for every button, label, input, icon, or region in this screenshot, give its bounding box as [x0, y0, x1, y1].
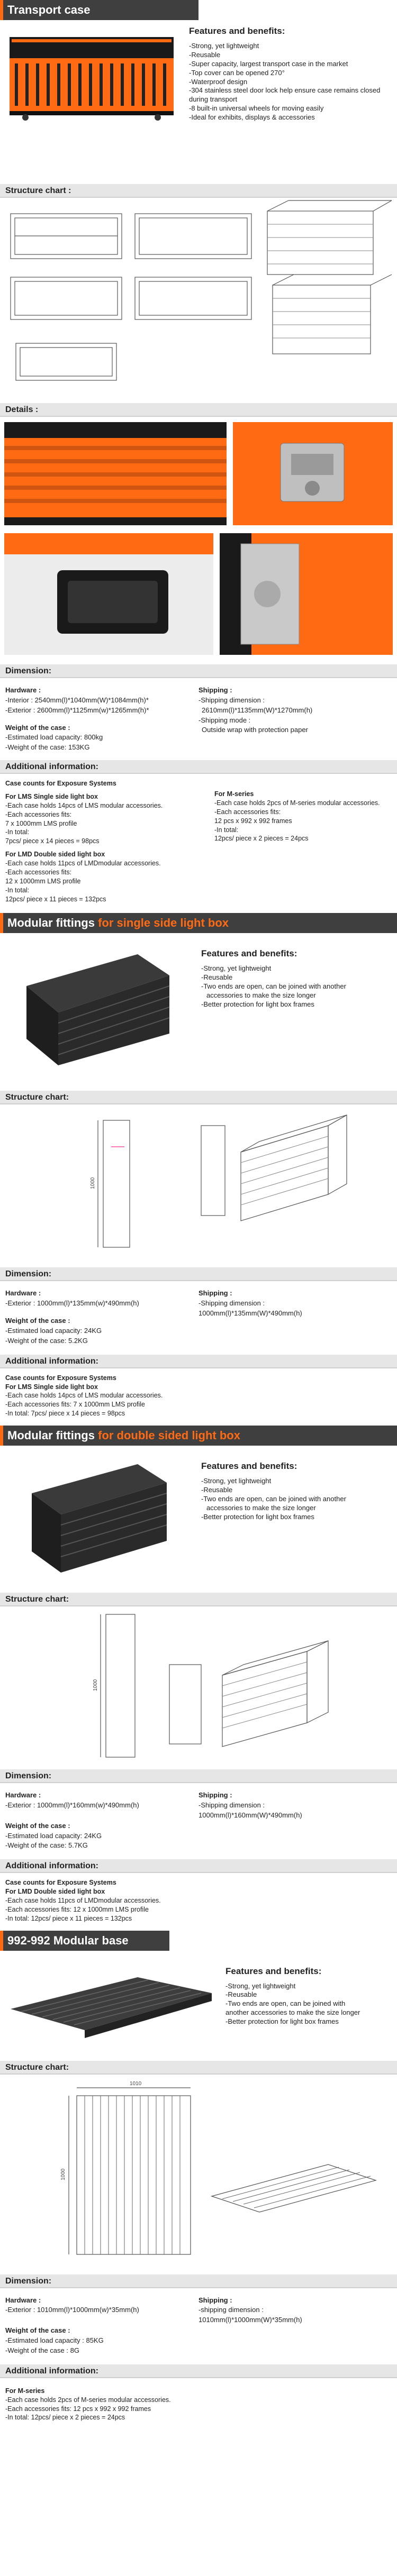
additional-info-bar: Additional information: [0, 1355, 397, 1368]
lmd-line: -Each accessories fits: [5, 868, 72, 876]
feature-item: -Waterproof design [189, 77, 248, 86]
handle-illustration [4, 533, 213, 655]
m-line: 12 pcs x 992 x 992 frames [214, 817, 292, 825]
shipping-dim-value: 1000mm(l)*135mm(W)*490mm(h) [198, 1309, 302, 1318]
feature-item: -Strong, yet lightweight [189, 41, 259, 50]
modular-base-illustration [5, 1961, 217, 2046]
exterior-dim: -Exterior : 2600mm(l)*1125mm(w)*1265mm(h)* [5, 706, 149, 714]
feature-item: another accessories to make the size longer [225, 2008, 360, 2017]
feature-item: accessories to make the size longer [206, 991, 316, 1000]
shipping-mode-label: -Shipping mode : [198, 716, 251, 724]
single-side-drawings [0, 1104, 397, 1263]
single-side-illustration [16, 944, 180, 1071]
section-title-part-b: for single side light box [94, 916, 229, 930]
double-sided-photo [0, 1446, 196, 1588]
exterior-dim: -Exterior : 1000mm(l)*135mm(w)*490mm(h) [5, 1299, 139, 1308]
additional-left [5, 779, 214, 903]
weight-title: Weight of the case : [5, 1821, 70, 1830]
lms-line: -In total: 7pcs/ piece x 14 pieces = 98pcs [5, 1410, 125, 1418]
case-weight: -Weight of the case : 8G [5, 2346, 79, 2354]
feature-item: -Better protection for light box frames [201, 1000, 314, 1008]
case-weight: -Weight of the case: 153KG [5, 743, 90, 752]
additional-info [0, 1368, 397, 1423]
lms-line: -Each case holds 14pcs of LMS modular accessories. [5, 1392, 163, 1400]
hardware-column [5, 1791, 198, 1851]
section-header-single-side [0, 913, 397, 933]
m-line: -Each case holds 2pcs of M-series modular accessories. [5, 2396, 171, 2404]
case-weight: -Weight of the case: 5.2KG [5, 1336, 88, 1345]
side-panel-illustration [4, 422, 227, 525]
structure-chart-drawings [0, 198, 397, 399]
m-line: -Each case holds 2pcs of M-series modular accessories. [214, 799, 380, 807]
lmd-line: 12 x 1000mm LMS profile [5, 877, 81, 885]
interior-dim: -Interior : 2540mm(l)*1040mm(W)*1084mm(h)* [5, 696, 149, 704]
header-accent [0, 1426, 3, 1446]
feature-item: -Reusable [201, 1485, 233, 1494]
features-block [183, 21, 397, 180]
additional-info-bar: Additional information: [0, 760, 397, 774]
exterior-dim: -Exterior : 1000mm(l)*160mm(w)*490mm(h) [5, 1801, 139, 1809]
details-photos [0, 417, 397, 660]
modular-base-photo [0, 1951, 222, 2057]
feature-item: accessories to make the size longer [206, 1503, 316, 1512]
feature-item: -Strong, yet lightweight [201, 964, 272, 973]
details-bar: Details : [0, 403, 397, 417]
shipping-column [198, 686, 392, 753]
weight-title: Weight of the case : [5, 2326, 70, 2335]
shipping-dim-label: -Shipping dimension : [198, 1299, 265, 1308]
shipping-column [198, 2296, 392, 2356]
shipping-label: Shipping : [198, 686, 232, 694]
shipping-dim-value: 2610mm(l)*1135mm(W)*1270mm(h) [202, 706, 313, 714]
height-dim-label: 1000 [93, 1679, 98, 1692]
lms-title: For LMS Single side light box [5, 1383, 98, 1391]
feature-item: -Reusable [225, 1990, 257, 1999]
weight-title: Weight of the case : [5, 1317, 70, 1325]
lms-line: -Each case holds 14pcs of LMS modular accessories. [5, 801, 163, 809]
feature-item: -304 stainless steel door lock help ensure case remains closed during transport [189, 86, 381, 104]
detail-photo-hinge [220, 533, 393, 655]
additional-right [214, 779, 392, 903]
features-block [222, 1951, 397, 2057]
features-title: Features and benefits: [201, 1461, 297, 1472]
detail-photo-door-lock [233, 422, 393, 525]
hardware-column [5, 686, 198, 753]
structure-chart-bar: Structure chart: [0, 2061, 397, 2075]
feature-item: -Strong, yet lightweight [225, 1981, 296, 1990]
structure-drawings [0, 198, 397, 399]
dimension-bar: Dimension: [0, 2274, 397, 2288]
transport-case-illustration [4, 26, 179, 122]
lmd-title: For LMD Double sided light box [5, 1888, 105, 1896]
header-accent [0, 1931, 3, 1951]
shipping-mode-value: Outside wrap with protection paper [202, 726, 308, 734]
lmd-line: -In total: 12pcs/ piece x 11 pieces = 132pcs [5, 1914, 132, 1922]
hardware-label: Hardware : [5, 2296, 41, 2304]
additional-info [0, 1873, 397, 1928]
shipping-dim-label: -shipping dimension : [198, 2306, 264, 2314]
features-block [196, 1446, 397, 1588]
feature-item: -Ideal for exhibits, displays & accessories [189, 113, 315, 122]
shipping-dim-value: 1000mm(l)*160mm(W)*490mm(h) [198, 1811, 302, 1819]
additional-info-bar: Additional information: [0, 1859, 397, 1873]
m-line: -In total: 12pcs/ piece x 2 pieces = 24pcs [5, 2414, 125, 2422]
modular-base-drawings [0, 2075, 397, 2270]
features-block [196, 933, 397, 1086]
lms-line: -Each accessories fits: [5, 810, 72, 818]
hardware-label: Hardware : [5, 1289, 41, 1298]
features-list [201, 1477, 397, 1521]
section-title: 992-992 Modular base [7, 1933, 129, 1947]
hardware-column [5, 2296, 198, 2356]
lmd-line: 12pcs/ piece x 11 pieces = 132pcs [5, 895, 106, 903]
lock-illustration [233, 422, 393, 525]
lms-line: 7 x 1000mm LMS profile [5, 819, 77, 827]
feature-item: -Strong, yet lightweight [201, 1476, 272, 1485]
section-title-part-a: Modular fittings [7, 916, 95, 930]
single-side-intro [0, 933, 397, 1086]
shipping-label: Shipping : [198, 2296, 232, 2304]
double-sided-drawings [0, 1606, 397, 1765]
feature-item: -Two ends are open, can be joined with another [201, 1494, 346, 1503]
section-title: Transport case [7, 3, 91, 16]
feature-item: -Reusable [189, 50, 221, 59]
height-dim-label: 1000 [90, 1177, 96, 1190]
m-line: -Each accessories fits: [214, 808, 281, 816]
load-capacity: -Estimated load capacity: 800kg [5, 733, 103, 742]
transport-case-intro [0, 21, 397, 180]
features-list [201, 964, 397, 1009]
feature-item: -Better protection for light box frames [201, 1512, 314, 1521]
dimension-bar: Dimension: [0, 1769, 397, 1783]
dimension-block [0, 1281, 397, 1346]
section-title-part-b: for double sided light box [94, 1429, 240, 1442]
double-sided-intro [0, 1446, 397, 1588]
structure-chart-bar: Structure chart : [0, 184, 397, 198]
m-line: -Each accessories fits: 12 pcs x 992 x 992 frames [5, 2405, 151, 2413]
lmd-title: For LMD Double sided light box [5, 851, 105, 858]
shipping-column [198, 1791, 392, 1851]
header-accent [0, 0, 3, 20]
shipping-label: Shipping : [198, 1289, 232, 1298]
shipping-label: Shipping : [198, 1791, 232, 1799]
lmd-line: -Each case holds 11pcs of LMDmodular accessories. [5, 1897, 161, 1904]
double-sided-structure [0, 1606, 397, 1765]
section-header-modular-base [0, 1931, 169, 1951]
section-header-transport-case [0, 0, 198, 20]
case-counts-title: Case counts for Exposure Systems [5, 780, 116, 788]
height-dim-label: 1000 [60, 2168, 66, 2180]
lmd-line: -Each case holds 11pcs of LMDmodular accessories. [5, 860, 161, 867]
feature-item: -Reusable [201, 973, 233, 982]
load-capacity: -Estimated load capacity : 85KG [5, 2336, 104, 2345]
hinge-illustration [220, 533, 393, 655]
structure-chart-bar: Structure chart: [0, 1091, 397, 1104]
shipping-dim-label: -Shipping dimension : [198, 696, 265, 704]
case-counts-title: Case counts for Exposure Systems [5, 1374, 116, 1382]
exterior-dim: -Exterior : 1010mm(l)*1000mm(w)*35mm(h) [5, 2306, 139, 2314]
features-title: Features and benefits: [201, 948, 297, 959]
additional-info-bar: Additional information: [0, 2364, 397, 2378]
lms-line: -In total: [5, 828, 30, 836]
m-series-title: For M-series [214, 790, 254, 798]
features-title: Features and benefits: [225, 1966, 322, 1976]
lms-line: 7pcs/ piece x 14 pieces = 98pcs [5, 837, 100, 845]
shipping-dim-value: 1010mm(l)*1000mm(W)*35mm(h) [198, 2316, 302, 2324]
weight-title: Weight of the case : [5, 723, 70, 732]
single-side-photo [0, 933, 196, 1086]
section-title-part-a: Modular fittings [7, 1429, 95, 1442]
dimension-bar: Dimension: [0, 664, 397, 678]
shipping-dim-label: -Shipping dimension : [198, 1801, 265, 1809]
detail-photo-side-panel [4, 422, 227, 525]
features-list [189, 42, 397, 122]
header-accent [0, 913, 3, 933]
width-dim-label: 1010 [130, 2080, 142, 2087]
transport-case-photo [0, 21, 183, 180]
m-line: 12pcs/ piece x 2 pieces = 24pcs [214, 835, 309, 843]
lmd-line: -Each accessories fits: 12 x 1000mm LMS profile [5, 1905, 149, 1913]
features-list [225, 1982, 397, 2026]
features-title: Features and benefits: [189, 26, 285, 36]
hardware-column [5, 1289, 198, 1346]
dimension-bar: Dimension: [0, 1267, 397, 1281]
lms-title: For LMS Single side light box [5, 792, 98, 800]
feature-item: -Super capacity, largest transport case in the market [189, 59, 348, 68]
additional-info [0, 2378, 397, 2428]
feature-item: -Better protection for light box frames [225, 2017, 339, 2026]
load-capacity: -Estimated load capacity: 24KG [5, 1831, 102, 1840]
feature-item: -Top cover can be opened 270° [189, 68, 285, 77]
feature-item: -Two ends are open, can be joined with [225, 1999, 346, 2008]
feature-item: -Two ends are open, can be joined with another [201, 982, 346, 991]
feature-item: -8 built-in universal wheels for moving easily [189, 104, 324, 113]
shipping-column [198, 1289, 392, 1346]
detail-photo-handle [4, 533, 213, 655]
m-line: -In total: [214, 826, 239, 834]
lmd-line: -In total: [5, 886, 30, 894]
additional-info [0, 774, 397, 909]
case-counts-title: Case counts for Exposure Systems [5, 1879, 116, 1887]
load-capacity: -Estimated load capacity: 24KG [5, 1326, 102, 1335]
modular-base-intro [0, 1951, 397, 2057]
hardware-label: Hardware : [5, 686, 41, 694]
hardware-label: Hardware : [5, 1791, 41, 1799]
dimension-block [0, 678, 397, 753]
lms-line: -Each accessories fits: 7 x 1000mm LMS profile [5, 1401, 145, 1409]
single-side-structure [0, 1104, 397, 1263]
section-header-double-sided [0, 1426, 397, 1446]
structure-chart-bar: Structure chart: [0, 1593, 397, 1606]
double-sided-illustration [16, 1456, 180, 1578]
modular-base-structure [0, 2075, 397, 2270]
case-weight: -Weight of the case: 5.7KG [5, 1841, 88, 1850]
dimension-block [0, 1783, 397, 1851]
m-series-title: For M-series [5, 2387, 45, 2395]
dimension-block [0, 2288, 397, 2356]
